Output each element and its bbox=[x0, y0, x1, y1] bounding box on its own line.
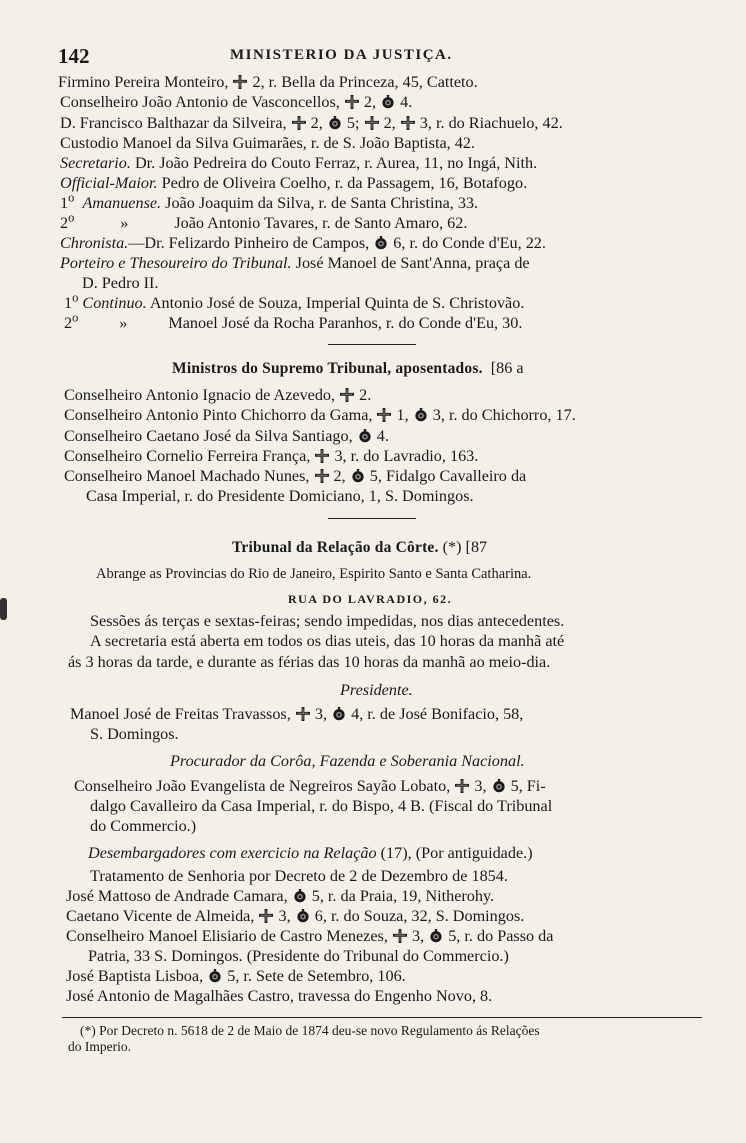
entry-silveira bbox=[60, 113, 563, 133]
entry-continuo-2 bbox=[64, 310, 523, 333]
text-seg: 4. bbox=[396, 93, 413, 111]
desembargadores-heading bbox=[88, 843, 533, 863]
rose-icon bbox=[358, 429, 372, 443]
page-header bbox=[58, 44, 698, 68]
text-seg: 2, r. Bella da Princeza, 45, Catteto. bbox=[248, 73, 478, 91]
role-label: Amanuense. bbox=[82, 194, 162, 212]
page-number: 142 bbox=[58, 44, 90, 68]
entry-santiago bbox=[64, 426, 389, 446]
entry-vasconcellos bbox=[60, 92, 412, 112]
footnote-rule bbox=[62, 1017, 702, 1018]
text-seg: 2, bbox=[329, 467, 350, 485]
entry-amanuense-2 bbox=[60, 210, 468, 233]
cross-icon bbox=[340, 388, 354, 402]
ordinal: 2 bbox=[64, 314, 73, 332]
text-seg: João Joaquim da Silva, r. de Santa Christina, 33. bbox=[161, 194, 479, 212]
text-seg: —Dr. Felizardo Pinheiro de Campos, bbox=[128, 234, 374, 252]
sessions-line: Sessões ás terças e sextas-feiras; sendo impedidas, nos dias antecedentes. bbox=[90, 612, 565, 630]
section-title: Tribunal da Relação da Côrte. bbox=[232, 539, 439, 556]
text-seg: Conselheiro Cornelio Ferreira França, bbox=[64, 447, 315, 465]
text-seg: 3, bbox=[407, 927, 429, 945]
procurador-heading bbox=[170, 751, 525, 771]
text-seg: 6, r. do Souza, 32, S. Domingos. bbox=[310, 907, 525, 925]
text-seg: (17), (Por antiguidade.) bbox=[376, 844, 533, 862]
rose-icon bbox=[381, 95, 395, 109]
text-seg: Pedro de Oliveira Coelho, r. da Passagem, 16, Botafogo. bbox=[157, 174, 528, 192]
section-divider bbox=[328, 518, 416, 519]
text-seg: 5, r. da Praia, 19, Nitherohy. bbox=[307, 887, 495, 905]
entry-guimaraes: Custodio Manoel da Silva Guimarães, r. de S. João Baptista, 42. bbox=[60, 134, 475, 152]
entry-lobato bbox=[74, 776, 546, 796]
ordinal: 1 bbox=[64, 294, 73, 312]
text-seg: 2. bbox=[355, 386, 372, 404]
text-seg: 3, bbox=[310, 705, 332, 723]
text-seg: 2, bbox=[379, 114, 400, 132]
footnote-line-2: do Imperio. bbox=[68, 1039, 131, 1054]
section-ref: (*) [87 bbox=[438, 538, 488, 556]
rose-icon bbox=[208, 969, 222, 983]
entry-amanuense-1 bbox=[60, 190, 479, 213]
role-label: Official-Maior. bbox=[60, 174, 158, 192]
cross-icon bbox=[315, 449, 329, 463]
text-seg: 5, Fidalgo Cavalleiro da bbox=[365, 467, 527, 485]
rose-icon bbox=[492, 779, 506, 793]
section-ref: [86 a bbox=[490, 359, 524, 377]
rose-icon bbox=[332, 707, 346, 721]
role-heading: Desembargadores com exercicio na Relação bbox=[88, 844, 377, 862]
entry-travassos bbox=[70, 704, 523, 724]
ditto-mark: » bbox=[119, 314, 128, 332]
text-seg: José Baptista Lisboa, bbox=[66, 967, 208, 985]
ordinal-sup: o bbox=[68, 210, 75, 225]
role-label: Secretario. bbox=[60, 154, 131, 172]
entry-chichorro bbox=[64, 405, 576, 425]
rose-icon bbox=[351, 469, 365, 483]
text-seg: Firmino Pereira Monteiro, bbox=[58, 73, 233, 91]
cross-icon bbox=[259, 909, 273, 923]
running-title: MINISTERIO DA JUSTIÇA. bbox=[230, 47, 453, 63]
ordinal: 1 bbox=[60, 194, 69, 212]
binding-mark bbox=[0, 598, 7, 620]
role-heading: Presidente. bbox=[340, 681, 413, 699]
text-seg: 5, r. do Passo da bbox=[444, 927, 554, 945]
cross-icon bbox=[292, 116, 306, 130]
presidente-heading bbox=[340, 680, 413, 700]
text-seg: 4, r. de José Bonifacio, 58, bbox=[347, 705, 524, 723]
entry-nunes bbox=[64, 466, 526, 486]
address: RUA DO LAVRADIO, 62. bbox=[288, 592, 453, 606]
address-line bbox=[288, 588, 452, 609]
entry-menezes-cont: Patria, 33 S. Domingos. (Presidente do Tribunal do Commercio.) bbox=[88, 947, 509, 965]
entry-azevedo bbox=[64, 385, 371, 405]
text-seg: Conselheiro João Antonio de Vasconcellos, bbox=[60, 93, 344, 111]
text-seg: 6, r. do Conde d'Eu, 22. bbox=[389, 234, 546, 252]
rose-icon bbox=[414, 408, 428, 422]
cross-icon bbox=[233, 75, 247, 89]
text-seg: 5, Fi- bbox=[506, 777, 546, 795]
entry-travassos-cont: S. Domingos. bbox=[90, 725, 179, 743]
text-seg: 5; bbox=[342, 114, 364, 132]
text-seg: Conselheiro Manoel Machado Nunes, bbox=[64, 467, 314, 485]
text-seg: 1, bbox=[392, 406, 413, 424]
entry-camara bbox=[66, 886, 494, 906]
entry-menezes bbox=[66, 926, 553, 946]
section-title-supremo bbox=[172, 358, 524, 379]
office-hours-line-1: A secretaria está aberta em todos os dias uteis, das 10 horas da manhã até bbox=[90, 632, 565, 650]
ordinal-sup: o bbox=[68, 190, 75, 205]
section-title: Ministros do Supremo Tribunal, aposentados. bbox=[172, 360, 483, 377]
rose-icon bbox=[374, 236, 388, 250]
cross-icon bbox=[401, 116, 415, 130]
entry-chronista bbox=[60, 233, 546, 253]
ordinal-sup: o bbox=[72, 290, 79, 305]
entry-magalhaes: José Antonio de Magalhães Castro, travessa do Engenho Novo, 8. bbox=[66, 987, 493, 1005]
entry-official-maior bbox=[60, 173, 527, 193]
text-seg: 4. bbox=[372, 427, 389, 445]
ordinal: 2 bbox=[60, 214, 69, 232]
entry-franca bbox=[64, 446, 478, 466]
role-label: Porteiro e Thesoureiro do Tribunal. bbox=[60, 254, 292, 272]
text-seg: 3, r. do Chichorro, 17. bbox=[428, 406, 576, 424]
text-seg: Conselheiro Antonio Ignacio de Azevedo, bbox=[64, 386, 340, 404]
text-seg: 3, r. do Lavradio, 163. bbox=[330, 447, 479, 465]
entry-porteiro-cont: D. Pedro II. bbox=[82, 274, 159, 292]
role-label: Continuo. bbox=[82, 294, 147, 312]
entry-lobato-cont-1: dalgo Cavalleiro da Casa Imperial, r. do Bispo, 4 B. (Fiscal do Tribunal bbox=[90, 797, 553, 815]
text-seg: Antonio José de Souza, Imperial Quinta de S. Christovão. bbox=[146, 294, 525, 312]
section-divider bbox=[328, 344, 416, 345]
text-seg: José Manoel de Sant'Anna, praça de bbox=[291, 254, 530, 272]
entry-firmino bbox=[58, 72, 478, 92]
text-seg: Conselheiro Manoel Elisiario de Castro Menezes, bbox=[66, 927, 392, 945]
entry-lobato-cont-2: do Commercio.) bbox=[90, 817, 197, 835]
text-seg: 3, bbox=[470, 777, 491, 795]
cross-icon bbox=[393, 929, 407, 943]
ditto-mark: » bbox=[120, 214, 129, 232]
text-seg: João Antonio Tavares, r. de Santo Amaro, 62. bbox=[174, 214, 468, 232]
text-seg: Conselheiro Caetano José da Silva Santiago, bbox=[64, 427, 357, 445]
cross-icon bbox=[455, 779, 469, 793]
text-seg: 5, r. Sete de Setembro, 106. bbox=[223, 967, 406, 985]
text-seg: Caetano Vicente de Almeida, bbox=[66, 907, 259, 925]
cross-icon bbox=[365, 116, 379, 130]
entry-continuo-1 bbox=[64, 290, 525, 313]
entry-nunes-cont: Casa Imperial, r. do Presidente Domiciano, 1, S. Domingos. bbox=[86, 487, 474, 505]
cross-icon bbox=[296, 707, 310, 721]
text-seg: 2, bbox=[359, 93, 381, 111]
text-seg: 3, r. do Riachuelo, 42. bbox=[415, 114, 563, 132]
cross-icon bbox=[315, 469, 329, 483]
tratamento-line: Tratamento de Senhoria por Decreto de 2 de Dezembro de 1854. bbox=[90, 867, 508, 885]
text-seg: D. Francisco Balthazar da Silveira, bbox=[60, 114, 291, 132]
rose-icon bbox=[296, 909, 310, 923]
text-seg: 2, bbox=[306, 114, 327, 132]
footnote-line-1: (*) Por Decreto n. 5618 de 2 de Maio de 1874 deu-se novo Regulamento ás Relações bbox=[80, 1023, 540, 1038]
text-seg: Manoel José de Freitas Travassos, bbox=[70, 705, 295, 723]
text-seg: Conselheiro João Evangelista de Negreiros Sayão Lobato, bbox=[74, 777, 455, 795]
rose-icon bbox=[293, 889, 307, 903]
entry-almeida bbox=[66, 906, 524, 926]
entry-secretario bbox=[60, 153, 537, 173]
entry-porteiro bbox=[60, 253, 530, 273]
cross-icon bbox=[377, 408, 391, 422]
rose-icon bbox=[328, 116, 342, 130]
rose-icon bbox=[429, 929, 443, 943]
role-heading: Procurador da Corôa, Fazenda e Soberania Nacional. bbox=[170, 752, 525, 770]
text-seg: José Mattoso de Andrade Camara, bbox=[66, 887, 292, 905]
text-seg: Dr. João Pedreira do Couto Ferraz, r. Aurea, 11, no Ingá, Nith. bbox=[130, 154, 538, 172]
section-title-relacao bbox=[232, 537, 487, 558]
role-label: Chronista. bbox=[60, 234, 129, 252]
text-seg: 3, bbox=[274, 907, 295, 925]
cross-icon bbox=[345, 95, 359, 109]
jurisdiction-line: Abrange as Provincias do Rio de Janeiro, Espirito Santo e Santa Catharina. bbox=[96, 566, 532, 582]
entry-lisboa bbox=[66, 966, 406, 986]
office-hours-line-2: ás 3 horas da tarde, e durante as férias das 10 horas da manhã ao meio-dia. bbox=[68, 653, 551, 671]
ordinal-sup: o bbox=[72, 310, 79, 325]
text-seg: Manoel José da Rocha Paranhos, r. do Conde d'Eu, 30. bbox=[168, 314, 523, 332]
text-seg: Conselheiro Antonio Pinto Chichorro da Gama, bbox=[64, 406, 377, 424]
